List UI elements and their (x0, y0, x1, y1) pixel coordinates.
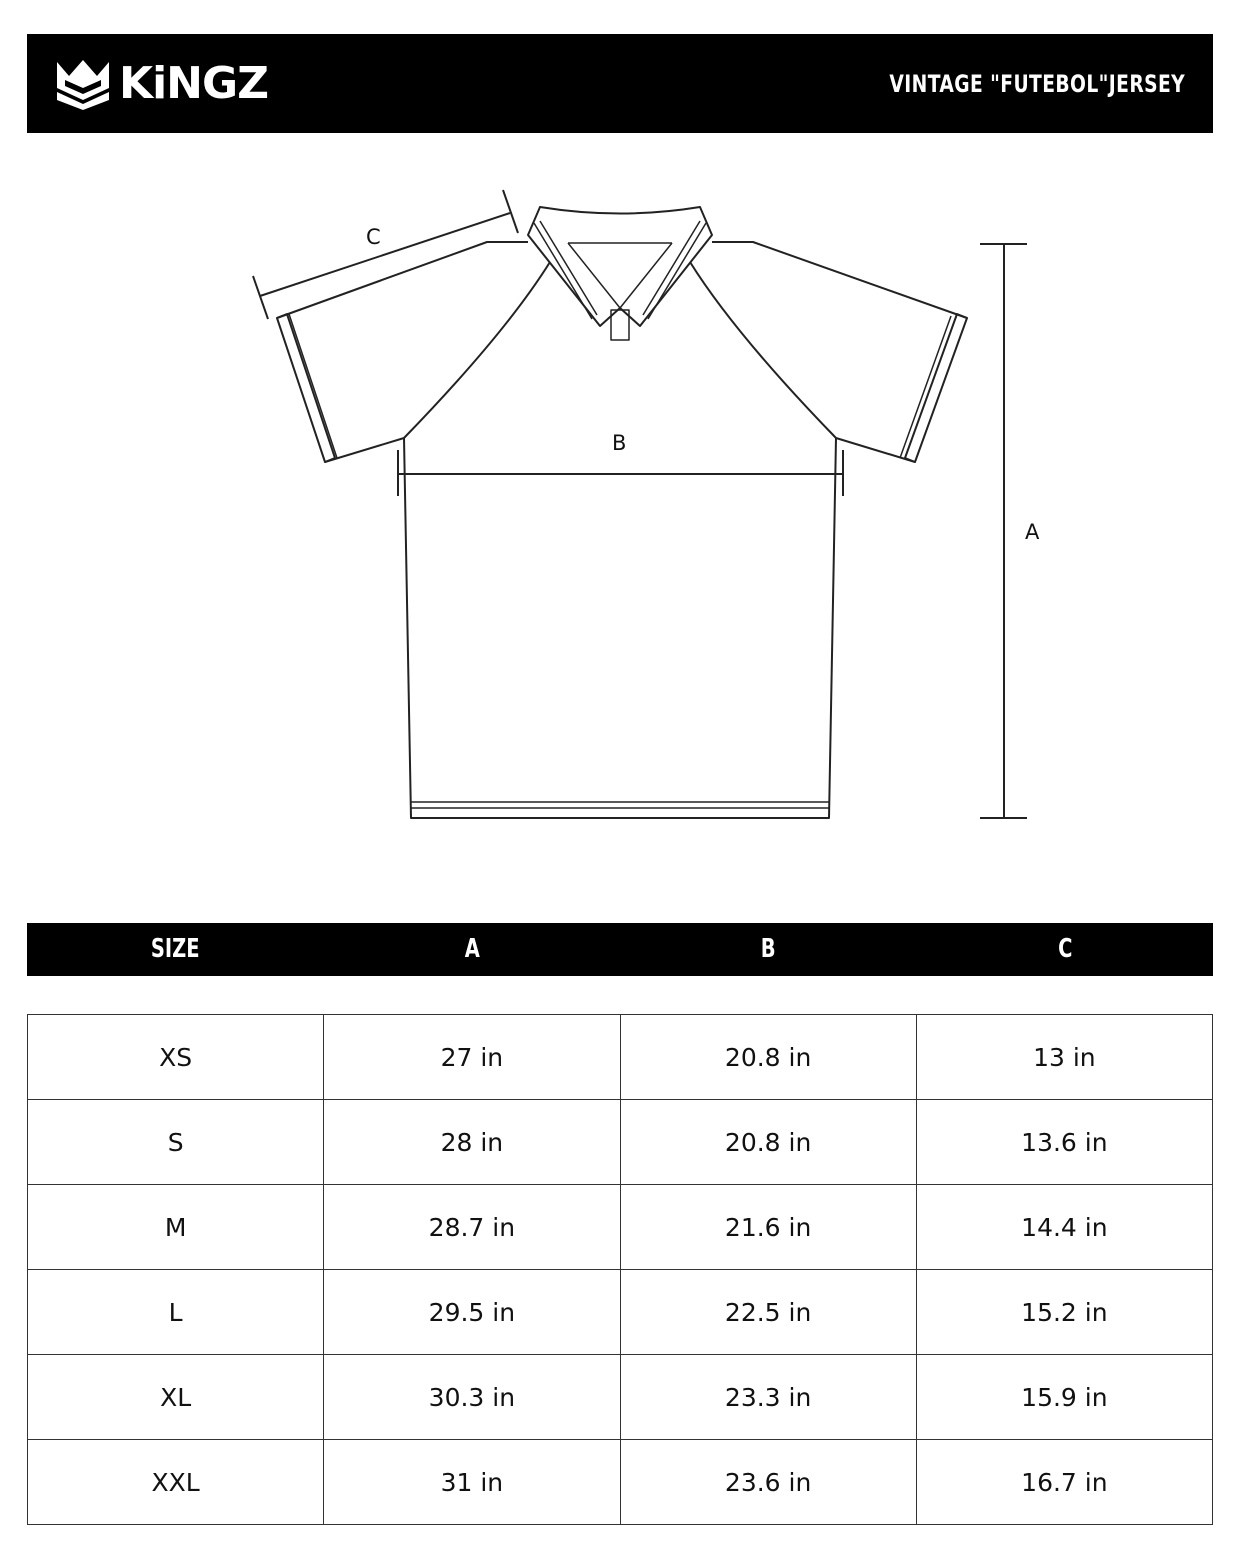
a-cell: 28 in (324, 1100, 620, 1185)
c-cell: 14.4 in (916, 1185, 1212, 1270)
table-row (28, 1355, 1213, 1440)
table-header (27, 923, 1213, 976)
b-cell: 22.5 in (620, 1270, 916, 1355)
header-b: B (760, 934, 776, 964)
a-cell: 29.5 in (324, 1270, 620, 1355)
c-cell: 16.7 in (916, 1440, 1212, 1525)
table-row (28, 1100, 1213, 1185)
table-row (28, 1440, 1213, 1525)
dimension-b-label: B (612, 431, 627, 455)
table-row (28, 1270, 1213, 1355)
a-cell: 27 in (324, 1015, 620, 1100)
product-title: VINTAGE "FUTEBOL"JERSEY (889, 70, 1185, 98)
c-cell: 13 in (916, 1015, 1212, 1100)
b-cell: 23.3 in (620, 1355, 916, 1440)
c-cell: 13.6 in (916, 1100, 1212, 1185)
size-cell: M (28, 1185, 324, 1270)
b-cell: 23.6 in (620, 1440, 916, 1525)
a-cell: 28.7 in (324, 1185, 620, 1270)
table-row (28, 1185, 1213, 1270)
header-size: SIZE (150, 934, 200, 964)
header-a: A (464, 934, 480, 964)
size-cell: S (28, 1100, 324, 1185)
header-c: C (1057, 934, 1072, 964)
a-cell: 30.3 in (324, 1355, 620, 1440)
size-cell: XL (28, 1355, 324, 1440)
brand-name: KiNGZ (119, 58, 269, 109)
b-cell: 20.8 in (620, 1100, 916, 1185)
size-table (27, 1014, 1213, 1525)
size-cell: L (28, 1270, 324, 1355)
b-cell: 20.8 in (620, 1015, 916, 1100)
c-cell: 15.2 in (916, 1270, 1212, 1355)
a-cell: 31 in (324, 1440, 620, 1525)
size-cell: XS (28, 1015, 324, 1100)
dimension-a-label: A (1025, 520, 1040, 544)
size-cell: XXL (28, 1440, 324, 1525)
c-cell: 15.9 in (916, 1355, 1212, 1440)
table-row (28, 1015, 1213, 1100)
b-cell: 21.6 in (620, 1185, 916, 1270)
dimension-c-label: C (366, 225, 381, 249)
